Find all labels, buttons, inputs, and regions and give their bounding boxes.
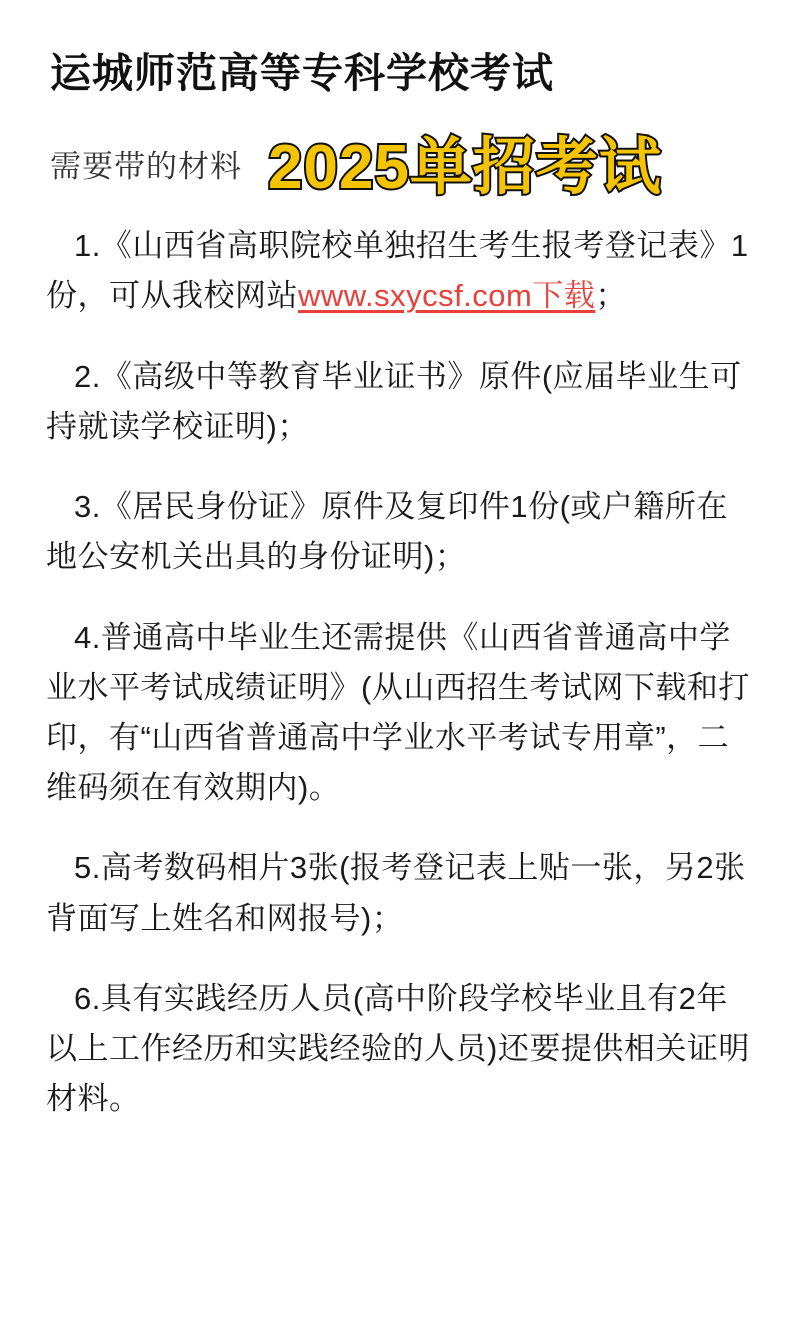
list-item: [46, 221, 754, 321]
materials-label: 需要带的材料: [50, 149, 242, 185]
subtitle-banner-row: [46, 121, 754, 203]
list-item: [46, 482, 754, 582]
list-item: [46, 352, 754, 452]
page-title: 运城师范高等专科学校考试: [50, 50, 554, 96]
item-1-text-before: 1.《山西省高职院校单独招生考生报考登记表》1份，可从我校网站: [46, 228, 749, 314]
list-item: [46, 843, 754, 943]
item-3-text: 3.《居民身份证》原件及复印件1份(或户籍所在地公安机关出具的身份证明)；: [46, 489, 728, 575]
list-item: [46, 613, 754, 814]
item-5-text: 5.高考数码相片3张(报考登记表上贴一张，另2张背面写上姓名和网报号)；: [46, 850, 746, 936]
item-2-text: 2.《高级中等教育毕业证书》原件(应届毕业生可持就读学校证明)；: [46, 358, 742, 444]
item-1-text-after: ；: [595, 278, 627, 314]
item-6-text: 6.具有实践经历人员(高中阶段学校毕业且有2年以上工作经历和实践经验的人员)还要提供相关证明材料。: [46, 980, 750, 1117]
list-item: [46, 974, 754, 1125]
school-website-link[interactable]: www.sxycsf.com下载: [298, 278, 596, 314]
exam-banner-text: 2025单招考试: [268, 133, 662, 203]
item-4-text: 4.普通高中毕业生还需提供《山西省普通高中学业水平考试成绩证明》(从山西招生考试网下载和打印，有“山西省普通高中学业水平考试专用章”，二维码须在有效期内)。: [46, 619, 750, 806]
materials-list: [46, 221, 754, 1124]
